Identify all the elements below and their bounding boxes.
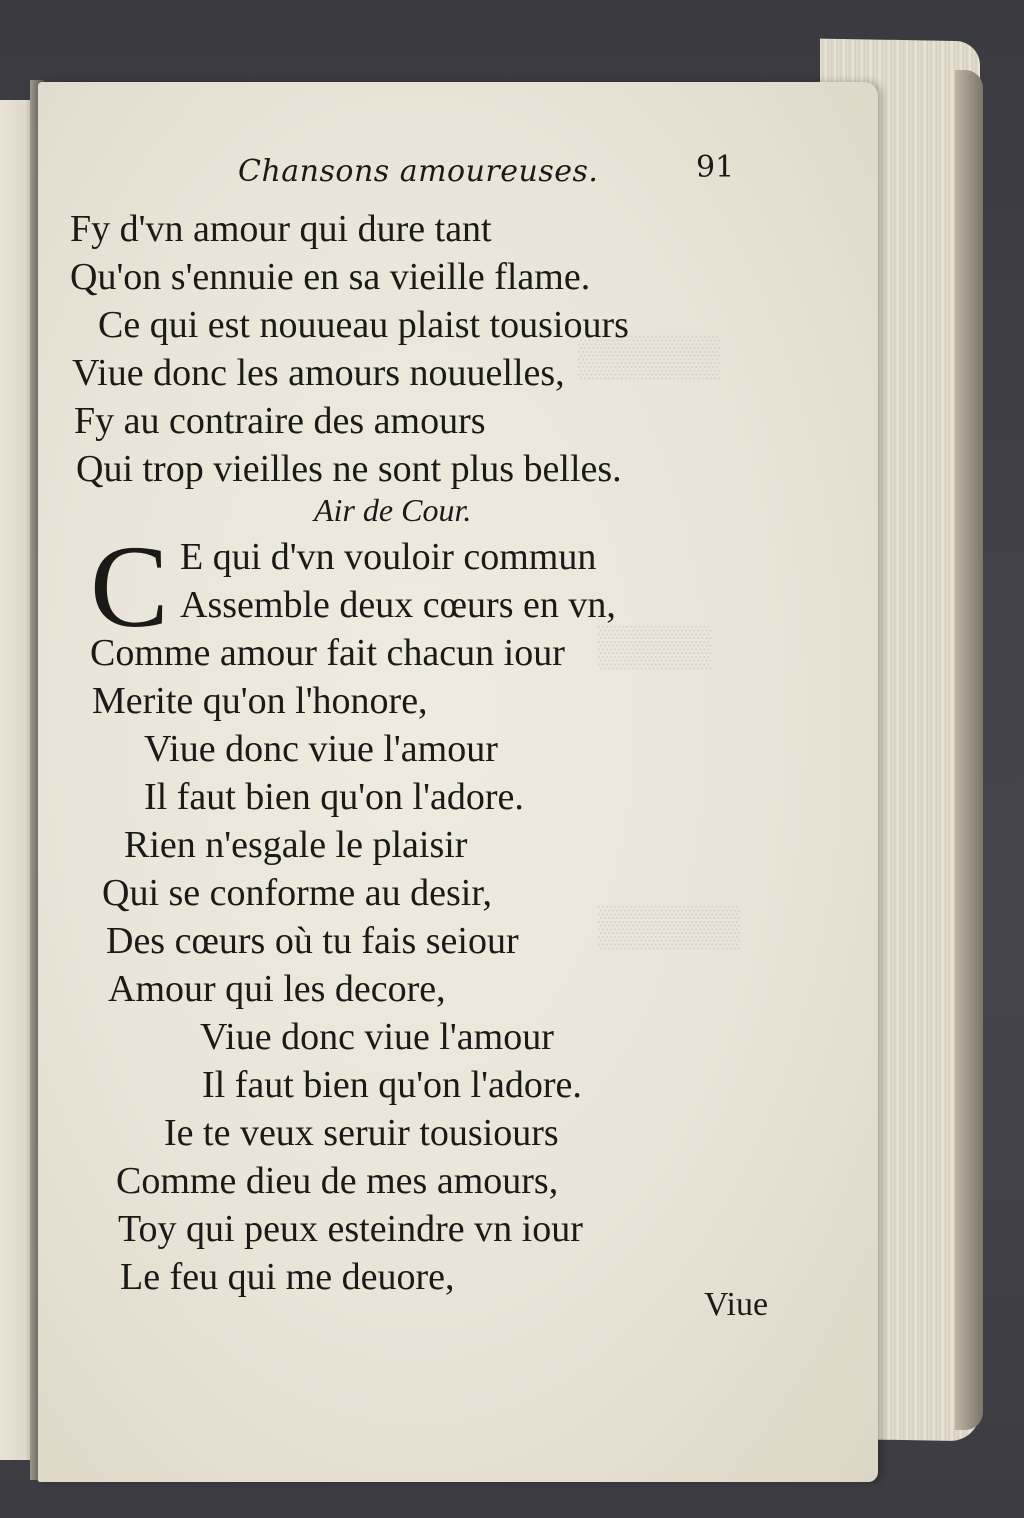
verse-line: Ie te veux seruir tousiours	[164, 1112, 559, 1154]
show-through-mark: ▒▒▒▒▒	[598, 903, 740, 948]
verse-line: Qui se conforme au desir,	[102, 872, 492, 914]
verse-line: Assemble deux cœurs en vn,	[180, 584, 616, 626]
verse-line: Viue donc viue l'amour	[200, 1016, 554, 1058]
verse-line: Ce qui est nouueau plaist tousiours	[98, 304, 629, 346]
book-page	[38, 82, 878, 1482]
verse-line: Il faut bien qu'on l'adore.	[144, 776, 524, 818]
verse-line: Qui trop vieilles ne sont plus belles.	[76, 448, 622, 490]
show-through-mark: ▒▒▒▒	[598, 623, 712, 668]
verse-line: Merite qu'on l'honore,	[92, 680, 428, 722]
verse-line: Amour qui les decore,	[108, 968, 446, 1010]
verse-line: Toy qui peux esteindre vn iour	[118, 1208, 583, 1250]
verse-line: Rien n'esgale le plaisir	[124, 824, 468, 866]
verse-line: Le feu qui me deuore,	[120, 1256, 455, 1298]
page-block-shadow	[955, 70, 983, 1430]
verse-line: Comme dieu de mes amours,	[116, 1160, 559, 1202]
verse-line: Comme amour fait chacun iour	[90, 632, 565, 674]
verse-line: Il faut bien qu'on l'adore.	[202, 1064, 582, 1106]
verse-line: Fy au contraire des amours	[74, 400, 486, 442]
verse-line: Viue donc les amours nouuelles,	[72, 352, 565, 394]
catchword: Viue	[704, 1286, 769, 1323]
show-through-mark: ▒▒▒▒▒	[578, 333, 720, 378]
drop-cap: C	[90, 521, 169, 652]
verse-line: Fy d'vn amour qui dure tant	[70, 208, 492, 250]
page-text-block	[38, 82, 878, 1482]
verse-line: E qui d'vn vouloir commun	[180, 536, 597, 578]
page-number: 91	[696, 150, 735, 185]
verse-line: Qu'on s'ennuie en sa vieille flame.	[70, 256, 591, 298]
running-head: Chansons amoureuses.	[238, 154, 599, 189]
verse-line: Des cœurs où tu fais seiour	[106, 920, 519, 962]
verse-line: Viue donc viue l'amour	[144, 728, 498, 770]
section-heading: Air de Cour.	[314, 492, 472, 528]
